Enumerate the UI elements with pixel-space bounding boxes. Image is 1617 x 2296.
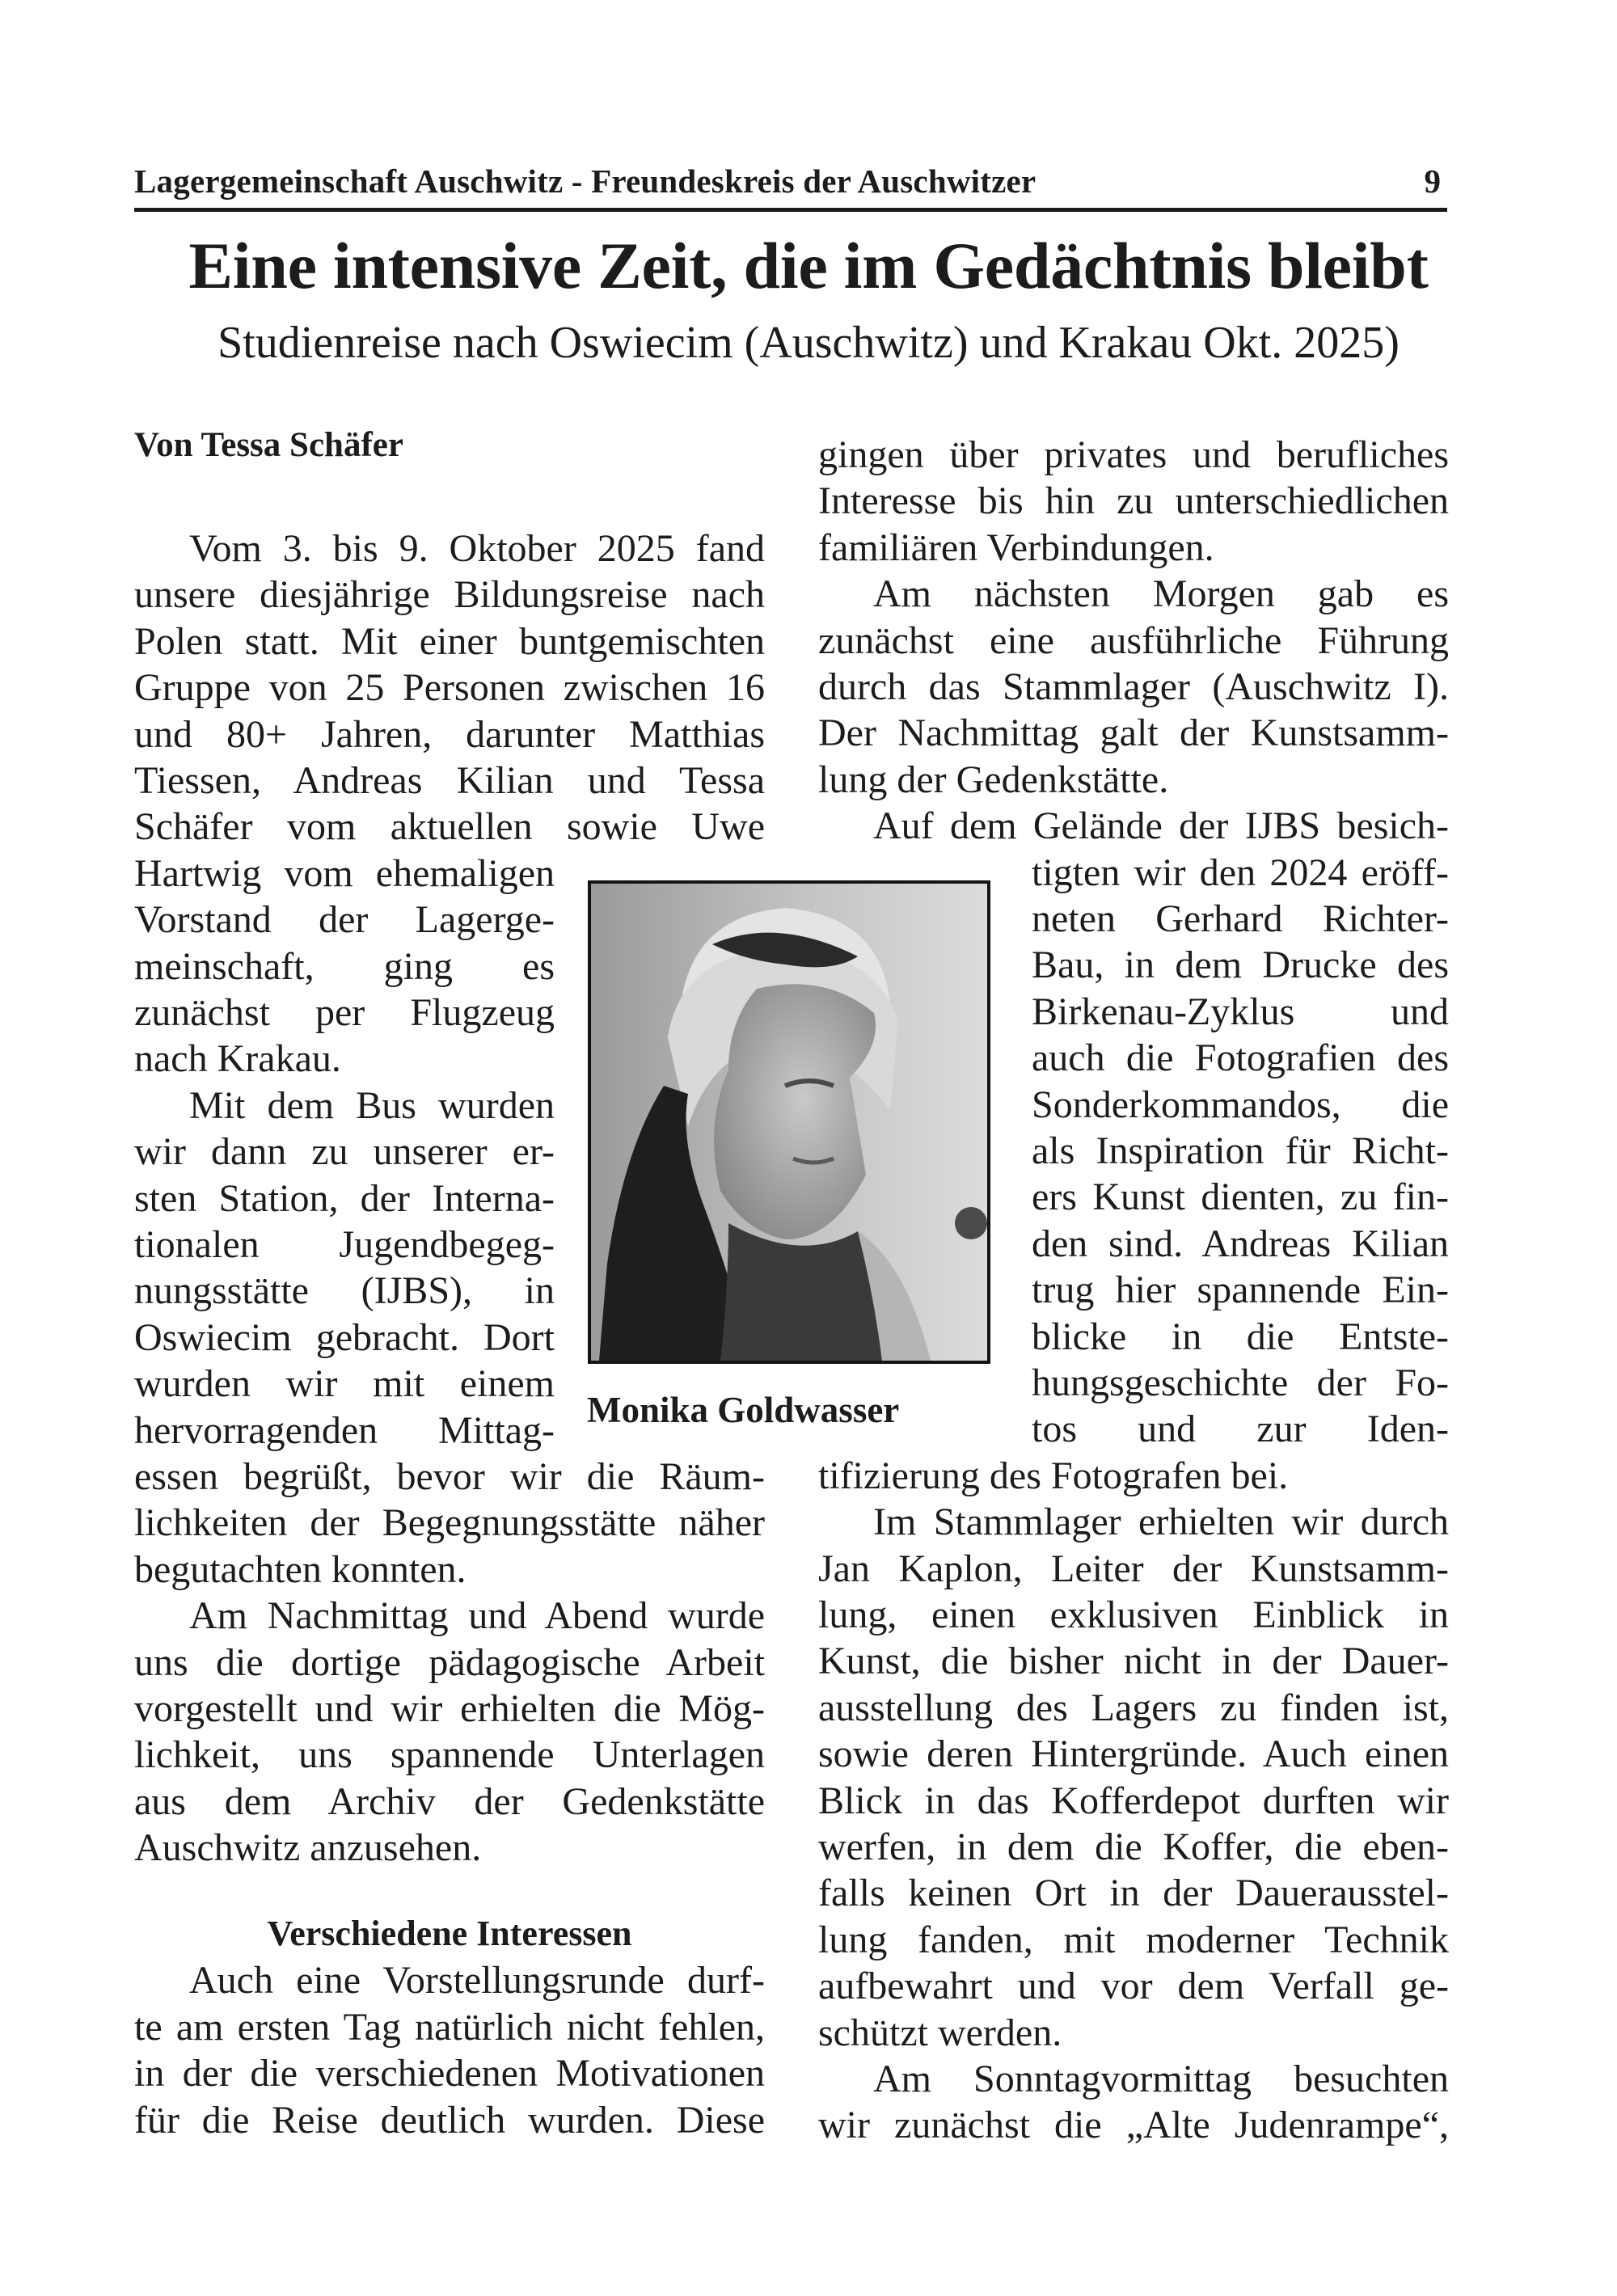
right-column-line: blicke in die Entste- xyxy=(1032,1315,1449,1358)
right-column-line: Interesse bis hin zu unterschiedlichen xyxy=(818,479,1449,522)
left-column-line: nach Krakau. xyxy=(134,1037,341,1080)
left-column-line: Am Nachmittag und Abend wurde xyxy=(189,1594,765,1637)
right-column-line: lung fanden, mit moderner Technik xyxy=(818,1918,1449,1961)
publication-title: Lagergemeinschaft Auschwitz - Freundeskreis der Auschwitzer xyxy=(134,162,1036,200)
left-column-line: aus dem Archiv der Gedenkstätte xyxy=(134,1780,765,1823)
right-column-line: trug hier spannende Ein- xyxy=(1032,1268,1449,1311)
portrait-photo xyxy=(588,880,990,1364)
left-column-line: Auch eine Vorstellungsrunde durf- xyxy=(189,1959,765,2002)
right-column-line: tifizierung des Fotografen bei. xyxy=(818,1454,1289,1497)
article-byline: Von Tessa Schäfer xyxy=(134,426,403,464)
left-column-line: zunächst per Flugzeug xyxy=(134,991,555,1034)
right-column-line: hungsgeschichte der Fo- xyxy=(1032,1361,1449,1404)
left-column-line: Tiessen, Andreas Kilian und Tessa xyxy=(134,759,765,802)
left-column-line: tionalen Jugendbegeg- xyxy=(134,1223,555,1266)
left-column-line: nungsstätte (IJBS), in xyxy=(134,1269,555,1312)
left-column-line: Vom 3. bis 9. Oktober 2025 fand xyxy=(189,527,765,570)
right-column-line: neten Gerhard Richter- xyxy=(1032,897,1449,940)
left-column-line: hervorragenden Mittag- xyxy=(134,1409,555,1452)
right-column-line: ers Kunst dienten, zu fin- xyxy=(1032,1175,1449,1218)
right-column-line: Auf dem Gelände der IJBS besich- xyxy=(873,804,1449,847)
left-column-line: essen begrüßt, bevor wir die Räum- xyxy=(134,1455,765,1498)
right-column-line: als Inspiration für Richt- xyxy=(1032,1129,1449,1172)
right-column-line: familiären Verbindungen. xyxy=(818,526,1214,569)
right-column-line: Jan Kaplon, Leiter der Kunstsamm- xyxy=(818,1547,1449,1590)
left-column-line: Schäfer vom aktuellen sowie Uwe xyxy=(134,805,765,848)
right-column-line: werfen, in dem die Koffer, die eben- xyxy=(818,1825,1449,1868)
right-column-line: auch die Fotografien des xyxy=(1032,1036,1449,1079)
left-column-line: Oswiecim gebracht. Dort xyxy=(134,1316,555,1359)
right-column-line: lung der Gedenkstätte. xyxy=(818,758,1169,801)
right-column-line: Am nächsten Morgen gab es xyxy=(873,572,1449,615)
left-column-line: in der die verschiedenen Motivationen xyxy=(134,2052,765,2095)
right-column-line: falls keinen Ort in der Dauerausstel- xyxy=(818,1872,1449,1914)
right-column-line: den sind. Andreas Kilian xyxy=(1032,1222,1449,1265)
left-column-line: lichkeit, uns spannende Unterlagen xyxy=(134,1733,765,1776)
photo-caption: Monika Goldwasser xyxy=(587,1390,900,1430)
right-column-line: Am Sonntagvormittag besuchten xyxy=(873,2058,1449,2100)
left-column-line: sten Station, der Interna- xyxy=(134,1177,555,1220)
running-header xyxy=(134,158,1447,210)
section-heading: Verschiedene Interessen xyxy=(267,1914,632,1953)
right-column-line: Birkenau-Zyklus und xyxy=(1032,990,1449,1033)
right-column-line: Der Nachmittag galt der Kunstsamm- xyxy=(818,711,1449,754)
right-column-line: Kunst, die bisher nicht in der Dauer- xyxy=(818,1640,1449,1682)
left-column-line: und 80+ Jahren, darunter Matthias xyxy=(134,713,765,756)
left-column-line: wurden wir mit einem xyxy=(134,1362,555,1405)
right-column-line: ausstellung des Lagers zu finden ist, xyxy=(818,1686,1449,1729)
right-column-line: gingen über privates und berufliches xyxy=(818,433,1449,476)
left-column-line: Vorstand der Lagerge- xyxy=(134,898,555,941)
left-column-line: Auschwitz anzusehen. xyxy=(134,1826,482,1869)
right-column-line: Blick in das Kofferdepot durften wir xyxy=(818,1779,1449,1822)
right-column-line: wir zunächst die „Alte Judenrampe“, xyxy=(818,2104,1449,2146)
right-column-line: zunächst eine ausführliche Führung xyxy=(818,619,1449,662)
right-column-line: tos und zur Iden- xyxy=(1032,1408,1449,1450)
right-column-line: tigten wir den 2024 eröff- xyxy=(1032,851,1449,894)
right-column-line: aufbewahrt und vor dem Verfall ge- xyxy=(818,1965,1449,2007)
article-headline: Eine intensive Zeit, die im Gedächtnis bleibt xyxy=(188,229,1429,302)
header-divider xyxy=(134,208,1447,212)
left-column-line: Hartwig vom ehemaligen xyxy=(134,852,555,895)
right-column-line: durch das Stammlager (Auschwitz I). xyxy=(818,665,1449,708)
left-column-line: lichkeiten der Begegnungsstätte näher xyxy=(134,1501,765,1544)
left-column-line: te am ersten Tag natürlich nicht fehlen, xyxy=(134,2006,765,2049)
left-column-line: vorgestellt und wir erhielten die Mög- xyxy=(134,1687,765,1730)
right-column-line: sowie deren Hintergründe. Auch einen xyxy=(818,1733,1449,1775)
left-column-line: meinschaft, ging es xyxy=(134,945,555,988)
article-subtitle: Studienreise nach Oswiecim (Auschwitz) und Krakau Okt. 2025) xyxy=(217,318,1400,368)
left-column-line: wir dann zu unserer er- xyxy=(134,1130,555,1173)
left-column-line: begutachten konnten. xyxy=(134,1548,467,1591)
right-column-line: lung, einen exklusiven Einblick in xyxy=(818,1593,1449,1636)
left-column-line: uns die dortige pädagogische Arbeit xyxy=(134,1641,765,1684)
left-column-line: Gruppe von 25 Personen zwischen 16 xyxy=(134,666,765,709)
left-column-line: für die Reise deutlich wurden. Diese xyxy=(134,2099,765,2142)
left-column-line: unsere diesjährige Bildungsreise nach xyxy=(134,573,765,616)
right-column-line: Sonderkommandos, die xyxy=(1032,1083,1449,1126)
portrait-image xyxy=(591,884,987,1361)
left-column-line: Polen statt. Mit einer buntgemischten xyxy=(134,620,765,663)
right-column-line: Bau, in dem Drucke des xyxy=(1032,943,1449,986)
right-column-line: Im Stammlager erhielten wir durch xyxy=(873,1500,1449,1543)
page-number: 9 xyxy=(1424,162,1441,200)
right-column-line: schützt werden. xyxy=(818,2011,1062,2054)
left-column-line: Mit dem Bus wurden xyxy=(189,1084,555,1127)
